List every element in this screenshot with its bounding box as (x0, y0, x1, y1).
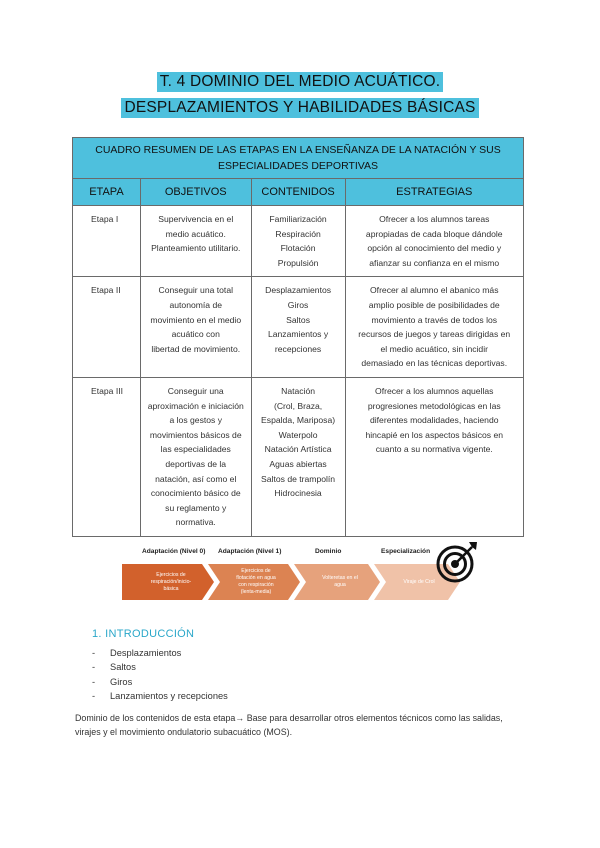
etapa-cell: Etapa I (73, 206, 141, 277)
objetivos-cell: Supervivencia en el medio acuático. Planteamiento utilitario. (140, 206, 251, 277)
list-item: - Lanzamientos y recepciones (92, 691, 228, 702)
document-title (0, 72, 600, 124)
list-item: - Giros (92, 676, 133, 687)
estrategias-cell: Ofrecer a los alumnos tareas apropiadas de cada bloque dándole opción al conocimiento del medio y afianzar su confianza en el mismo (345, 206, 523, 277)
contenidos-cell: Desplazamientos Giros Saltos Lanzamientos y recepciones (251, 277, 345, 378)
list-item: - Saltos (92, 662, 136, 673)
chevron-text: Viraje de Crol (403, 579, 435, 585)
chevron-text: Volteretas en el agua (322, 575, 358, 588)
progression-diagram (122, 544, 482, 608)
column-header-estrategias: ESTRATEGIAS (345, 179, 523, 206)
intro-paragraph: Dominio de los contenidos de esta etapa→ Base para desarrollar otros elementos técnicos como las salidas, virajes y el movimiento ondulatorio subacuático (MOS). (75, 713, 503, 738)
list-item: - Desplazamientos (92, 648, 182, 658)
column-header-etapa: ETAPA (73, 179, 141, 206)
section-heading-introduccion: 1. INTRODUCCIÓN (92, 628, 195, 640)
estrategias-cell: Ofrecer al alumno el abanico más amplio posible de posibilidades de movimiento a través de todos los recursos de juegos y tareas dirigidas en el medio acuático, sin incidir demasiado en las técnicas deportivas. (345, 277, 523, 378)
objetivos-cell: Conseguir una total autonomía de movimiento en el medio acuático con libertad de movimiento. (140, 277, 251, 378)
step-label: Dominio (315, 548, 342, 555)
etapa-cell: Etapa II (73, 277, 141, 378)
table-row (73, 206, 524, 277)
etapa-cell: Etapa III (73, 377, 141, 536)
objetivos-cell: Conseguir una aproximación e iniciación a los gestos y movimientos básicos de las especialidades deportivas de la natación, así como el conocimiento básico de su reglamento y normativa. (140, 377, 251, 536)
contenidos-cell: Familiarización Respiración Flotación Propulsión (251, 206, 345, 277)
column-header-objetivos: OBJETIVOS (140, 179, 251, 206)
step-label: Adaptación (Nivel 1) (218, 548, 282, 555)
target-icon (436, 540, 478, 584)
chevron-text: Ejercicios de flotación en agua con respiración (lenta-media) (236, 568, 276, 595)
step-label: Adaptación (Nivel 0) (142, 548, 206, 555)
estrategias-cell: Ofrecer a los alumnos aquellas progresiones metodológicas en las diferentes modalidades, haciendo hincapié en los aspectos básicos en cuanto a su normativa vigente. (345, 377, 523, 536)
topics-list (92, 646, 228, 704)
column-header-contenidos: CONTENIDOS (251, 179, 345, 206)
table-row (73, 277, 524, 378)
title-line-1: T. 4 DOMINIO DEL MEDIO ACUÁTICO. (157, 72, 444, 92)
step-label: Especialización (381, 548, 431, 555)
contenidos-cell: Natación (Crol, Braza, Espalda, Mariposa) Waterpolo Natación Artística Aguas abiertas Saltos de trampolín Hidrocinesia (251, 377, 345, 536)
chevron-text: Ejercicios de respiración/inicio- básica (150, 572, 192, 592)
title-line-2: DESPLAZAMIENTOS Y HABILIDADES BÁSICAS (121, 98, 478, 118)
table-caption: CUADRO RESUMEN DE LAS ETAPAS EN LA ENSEÑANZA DE LA NATACIÓN Y SUS ESPECIALIDADES DEPORTIVAS (73, 138, 524, 179)
stages-summary-table (72, 137, 524, 537)
table-row (73, 377, 524, 536)
